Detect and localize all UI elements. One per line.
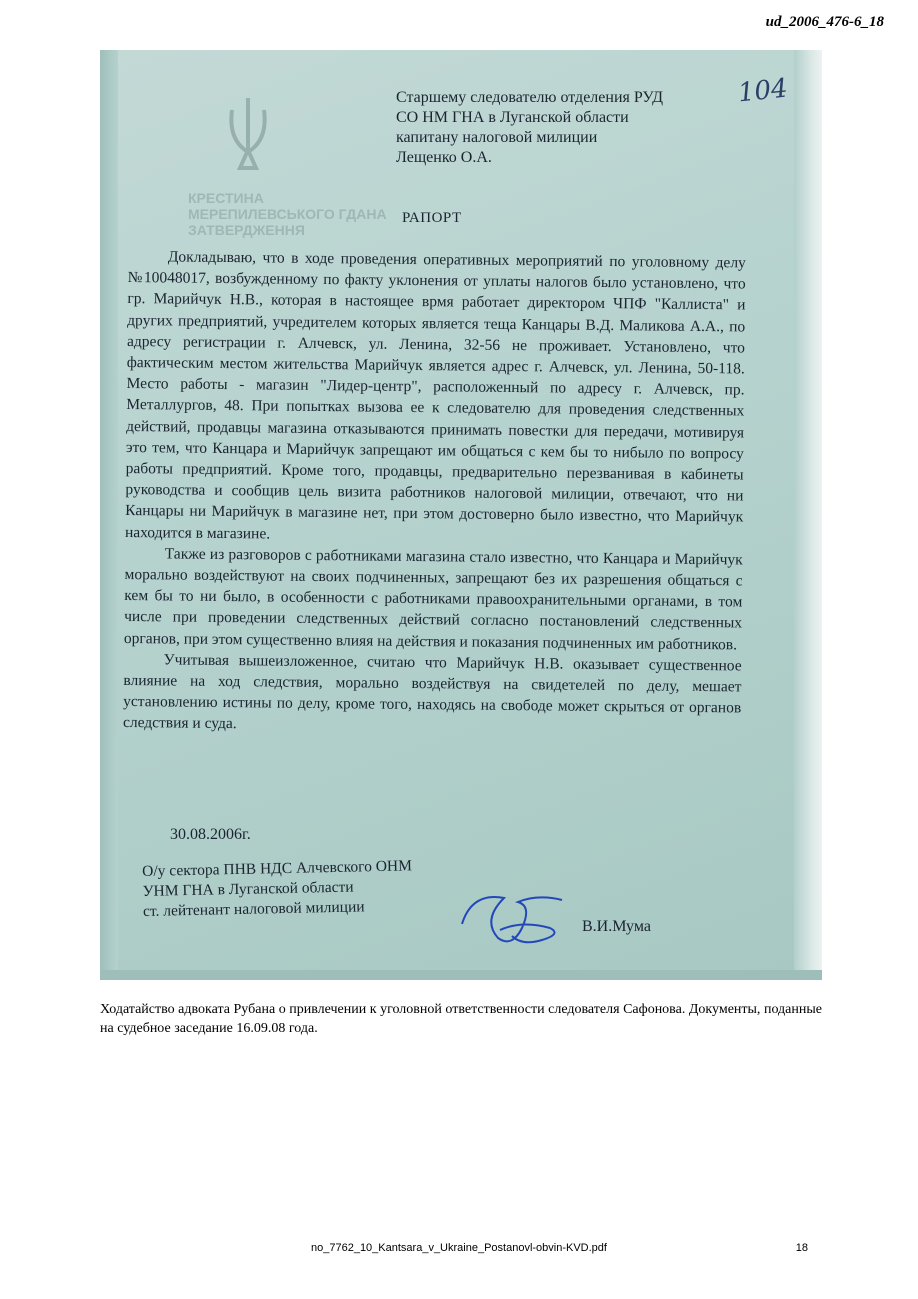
handwritten-signature [452, 880, 572, 950]
document-id: ud_2006_476-6_18 [765, 14, 884, 30]
report-date: 30.08.2006г. [170, 826, 251, 843]
document-title: РАПОРТ [402, 210, 462, 226]
scan-bottom-edge [100, 970, 822, 980]
signer-name: В.И.Мума [582, 918, 651, 935]
bleed-through-text: КРЕСТИНА МЕРЕПИЛЕВСЬКОГО ГДАНА ЗАТВЕРДЖЕННЯ [188, 190, 387, 238]
addressee-line: СО НМ ГНА в Луганской области [396, 109, 629, 126]
handwritten-page-number: 104 [736, 73, 790, 109]
report-body [123, 246, 746, 740]
body-paragraph: Докладываю, что в ходе проведения оперативных мероприятий по уголовному делу №10048017, возбужденному по факту уклонения от уплаты налогов было установлено, что гр. Марийчук Н.В., которая в настоящее врмя работает директором ЧПФ "Каллиста" и других предприятий, учредителем которых является теща Канцары В.Д. Маликова А.А., по адресу регистрации г. Алчевск, ул. Ленина, 32-56 не проживает. Установлено, что фактическим местом жительства Марийчук является адрес г. Алчевск, ул. Ленина, 50-118. Место работы - магазин "Лидер-центр", расположенный по адресу г. Алчевск, пр. Металлургов, 48. При попытках вызова ее к следователю для проведения следственных действий, продавцы магазина отказываются принимать повестки для передачи, мотивируя это тем, что Канцара и Марийчук запрещают им общаться с кем бы то нибыло по вопросу работы предприятий. Кроме того, продавцы, предварительно перезванивая в кабинеты руководства и сообщив цель визита работников налоговой милиции, отвечают, что ни Канцары ни Марийчук в магазине нет, при этом достоверно было известно, что Марийчук находится в магазине. [124, 248, 746, 543]
footer-page-number: 18 [795, 1242, 808, 1254]
addressee-block [396, 88, 663, 168]
trident-emblem-icon [218, 90, 278, 200]
page-stack-edge [794, 50, 822, 980]
body-paragraph: Также из разговоров с работниками магазина стало известно, что Канцара и Марийчук морально воздействуют на своих подчиненных, запрещают без их разрешения общаться с кем бы то ни было, в особенности с работниками правоохранительными органами, в том числе при проведении следственных действий согласно постановлений следственных органов, при этом существенно влияя на действия и показания подчиненных им работников. [123, 545, 743, 654]
scanned-document-photo [100, 50, 822, 980]
signature-block-line: О/у сектора ПНВ НДС Алчевского ОНМ [142, 857, 413, 880]
document-caption: Ходатайство адвоката Рубана о привлечении к уголовной ответственности следователя Сафонова. Документы, поданные на судебное заседание 16.09.08 года. [100, 1002, 822, 1036]
addressee-line: Лещенко О.А. [396, 149, 492, 166]
addressee-line: Старшему следователю отделения РУД [396, 89, 663, 106]
body-paragraph: Учитывая вышеизложенное, считаю что Марийчук Н.В. оказывает существенное влияние на ход следствия, морально воздействуя на свидетелей по делу, мешает установлению истины по делу, кроме того, находясь на свободе может скрыться от органов следствия и суда. [122, 651, 742, 733]
signature-block-line: УНМ ГНА в Луганской области [142, 878, 354, 900]
scan-left-shadow [100, 50, 118, 980]
signature-block [142, 856, 413, 922]
addressee-line: капитану налоговой милиции [396, 129, 598, 146]
footer-filename: no_7762_10_Kantsara_v_Ukraine_Postanovl-obvin-KVD.pdf [311, 1242, 607, 1254]
signature-block-line: ст. лейтенант налоговой милиции [142, 898, 365, 920]
